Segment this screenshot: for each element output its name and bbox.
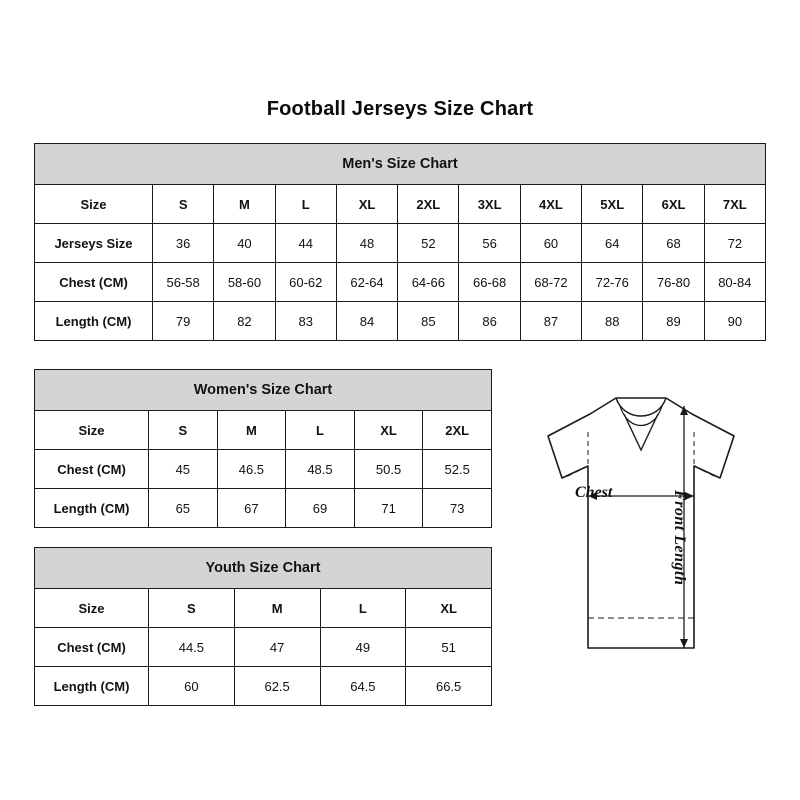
row-label: Size — [35, 185, 153, 224]
page-title: Football Jerseys Size Chart — [266, 98, 534, 120]
table-cell: 4XL — [520, 185, 581, 224]
row-label: Jerseys Size — [35, 224, 153, 263]
table-cell: 64.5 — [320, 667, 406, 706]
table-row — [35, 302, 766, 341]
table-row — [35, 628, 492, 667]
youth-size-table — [34, 547, 492, 706]
table-cell: 58-60 — [214, 263, 275, 302]
table-cell: M — [214, 185, 275, 224]
table-cell: 79 — [153, 302, 214, 341]
table-cell: 62.5 — [234, 667, 320, 706]
table-cell: L — [275, 185, 336, 224]
table-cell: 90 — [704, 302, 765, 341]
table-header-row — [35, 144, 766, 185]
womens-header: Women's Size Chart — [35, 370, 492, 411]
row-label: Chest (CM) — [35, 628, 149, 667]
row-label: Length (CM) — [35, 667, 149, 706]
chest-measure-label: Chest — [575, 484, 613, 501]
table-cell: 48.5 — [286, 450, 355, 489]
table-cell: 52.5 — [423, 450, 492, 489]
table-cell: 71 — [354, 489, 423, 528]
table-cell: 64-66 — [398, 263, 459, 302]
table-cell: S — [149, 589, 235, 628]
table-row — [35, 489, 492, 528]
table-cell: 62-64 — [336, 263, 397, 302]
table-cell: 56-58 — [153, 263, 214, 302]
table-cell: L — [286, 411, 355, 450]
jersey-outline-icon — [498, 392, 784, 692]
table-cell: 60 — [520, 224, 581, 263]
table-header-row — [35, 548, 492, 589]
table-cell: 69 — [286, 489, 355, 528]
table-cell: 76-80 — [643, 263, 704, 302]
table-cell: 83 — [275, 302, 336, 341]
womens-size-table — [34, 369, 492, 528]
table-cell: 87 — [520, 302, 581, 341]
row-label: Chest (CM) — [35, 263, 153, 302]
table-cell: 40 — [214, 224, 275, 263]
table-cell: S — [149, 411, 218, 450]
table-cell: 68-72 — [520, 263, 581, 302]
table-header-row — [35, 370, 492, 411]
table-cell: 82 — [214, 302, 275, 341]
table-cell: 46.5 — [217, 450, 286, 489]
table-cell: 52 — [398, 224, 459, 263]
table-cell: 73 — [423, 489, 492, 528]
table-cell: 65 — [149, 489, 218, 528]
table-cell: 67 — [217, 489, 286, 528]
table-cell: 2XL — [423, 411, 492, 450]
table-cell: 50.5 — [354, 450, 423, 489]
table-cell: L — [320, 589, 406, 628]
youth-size-chart — [34, 547, 492, 706]
womens-size-chart — [34, 369, 492, 528]
table-cell: 44.5 — [149, 628, 235, 667]
table-cell: 72-76 — [582, 263, 643, 302]
table-cell: 36 — [153, 224, 214, 263]
table-cell: 85 — [398, 302, 459, 341]
mens-header: Men's Size Chart — [35, 144, 766, 185]
row-label: Chest (CM) — [35, 450, 149, 489]
table-cell: 48 — [336, 224, 397, 263]
row-label: Length (CM) — [35, 489, 149, 528]
table-cell: 5XL — [582, 185, 643, 224]
table-row — [35, 667, 492, 706]
table-row — [35, 224, 766, 263]
table-cell: 60 — [149, 667, 235, 706]
table-cell: 66.5 — [406, 667, 492, 706]
table-cell: 3XL — [459, 185, 520, 224]
mens-size-table — [34, 143, 766, 341]
table-cell: XL — [406, 589, 492, 628]
table-row — [35, 263, 766, 302]
row-label: Size — [35, 411, 149, 450]
table-cell: 6XL — [643, 185, 704, 224]
row-label: Size — [35, 589, 149, 628]
row-label: Length (CM) — [35, 302, 153, 341]
table-cell: 88 — [582, 302, 643, 341]
table-cell: 47 — [234, 628, 320, 667]
table-cell: 89 — [643, 302, 704, 341]
table-cell: 56 — [459, 224, 520, 263]
table-cell: 60-62 — [275, 263, 336, 302]
table-cell: 72 — [704, 224, 765, 263]
shirt-measurement-diagram — [498, 392, 784, 692]
table-cell: 7XL — [704, 185, 765, 224]
table-cell: XL — [336, 185, 397, 224]
table-row — [35, 589, 492, 628]
table-cell: 86 — [459, 302, 520, 341]
table-cell: 49 — [320, 628, 406, 667]
table-cell: M — [234, 589, 320, 628]
table-cell: M — [217, 411, 286, 450]
table-cell: 66-68 — [459, 263, 520, 302]
front-length-measure-label: Front Length — [671, 490, 688, 586]
table-cell: XL — [354, 411, 423, 450]
mens-size-chart — [34, 143, 766, 341]
table-row — [35, 450, 492, 489]
table-cell: 2XL — [398, 185, 459, 224]
table-cell: 44 — [275, 224, 336, 263]
table-cell: 45 — [149, 450, 218, 489]
table-cell: S — [153, 185, 214, 224]
youth-header: Youth Size Chart — [35, 548, 492, 589]
table-row — [35, 411, 492, 450]
table-cell: 51 — [406, 628, 492, 667]
table-cell: 64 — [582, 224, 643, 263]
table-cell: 84 — [336, 302, 397, 341]
table-cell: 80-84 — [704, 263, 765, 302]
table-row — [35, 185, 766, 224]
table-cell: 68 — [643, 224, 704, 263]
